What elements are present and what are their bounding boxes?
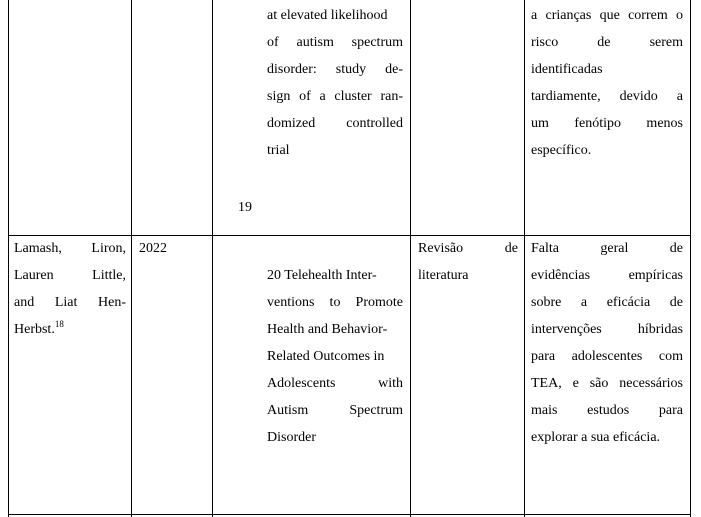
row2-author-line: and Liat Hen- — [14, 295, 126, 310]
row2-conclusion-line: Falta geral de — [531, 241, 683, 256]
row2-type-line: literatura — [418, 268, 469, 283]
row1-conclusion-cell — [531, 2, 683, 164]
row2-type-line: Revisão de — [418, 241, 518, 256]
row1-title-line: trial — [267, 143, 290, 158]
border-bottom — [8, 514, 691, 515]
row2-title-line: Adolescents with — [267, 376, 403, 391]
row2-year: 2022 — [139, 241, 167, 256]
row2-conclusion-line: para adolescentes com — [531, 349, 683, 364]
row2-title-cell — [267, 262, 403, 451]
row2-type-cell — [418, 235, 518, 289]
citation-superscript: 18 — [54, 319, 64, 329]
row2-title-line: ventions to Promote — [267, 295, 403, 310]
row2-author-cell — [14, 235, 126, 343]
row1-title-line: at elevated likelihood — [267, 8, 388, 23]
border-right — [690, 0, 691, 517]
row2-author-line: Lamash, Liron, — [14, 241, 126, 256]
row2-title-line: 20 Telehealth Inter- — [267, 268, 377, 283]
row1-conclusion-line: um fenótipo menos — [531, 116, 683, 131]
border-left — [8, 0, 9, 517]
row2-conclusion-line: evidências empíricas — [531, 268, 683, 283]
row1-conclusion-line: identificadas — [531, 62, 603, 77]
row2-author-line — [14, 316, 126, 343]
row1-title-line: domized controlled — [267, 116, 403, 131]
row1-ref-number: 19 — [238, 200, 252, 215]
row1-title-line: of autism spectrum — [267, 35, 403, 50]
border-col-1 — [131, 0, 132, 517]
row2-conclusion-cell — [531, 235, 683, 451]
border-col-4 — [524, 0, 525, 517]
row1-title-line: disorder: study de- — [267, 62, 403, 77]
row2-title-line: Related Outcomes in — [267, 349, 385, 364]
row1-conclusion-line: a crianças que correm o — [531, 8, 683, 23]
row1-conclusion-line: risco de serem — [531, 35, 683, 50]
row2-conclusion-line: sobre a eficácia de — [531, 295, 683, 310]
border-col-2 — [212, 0, 213, 517]
row2-author-last: Herbst. — [14, 322, 55, 337]
row2-author-line: Lauren Little, — [14, 268, 126, 283]
row1-title-cell — [267, 2, 403, 164]
row2-title-line: Disorder — [267, 430, 316, 445]
row1-title-line: sign of a cluster ran- — [267, 89, 403, 104]
row2-conclusion-line: TEA, e são necessários — [531, 376, 683, 391]
row1-conclusion-line: tardiamente, devido a — [531, 89, 683, 104]
row2-conclusion-line: intervenções híbridas — [531, 322, 683, 337]
row2-conclusion-line: mais estudos para — [531, 403, 683, 418]
row2-title-line: Health and Behavior- — [267, 322, 388, 337]
border-col-3 — [410, 0, 411, 517]
row1-conclusion-line: específico. — [531, 143, 592, 158]
row2-title-line: Autism Spectrum — [267, 403, 403, 418]
row2-conclusion-line: explorar a sua eficácia. — [531, 430, 661, 445]
